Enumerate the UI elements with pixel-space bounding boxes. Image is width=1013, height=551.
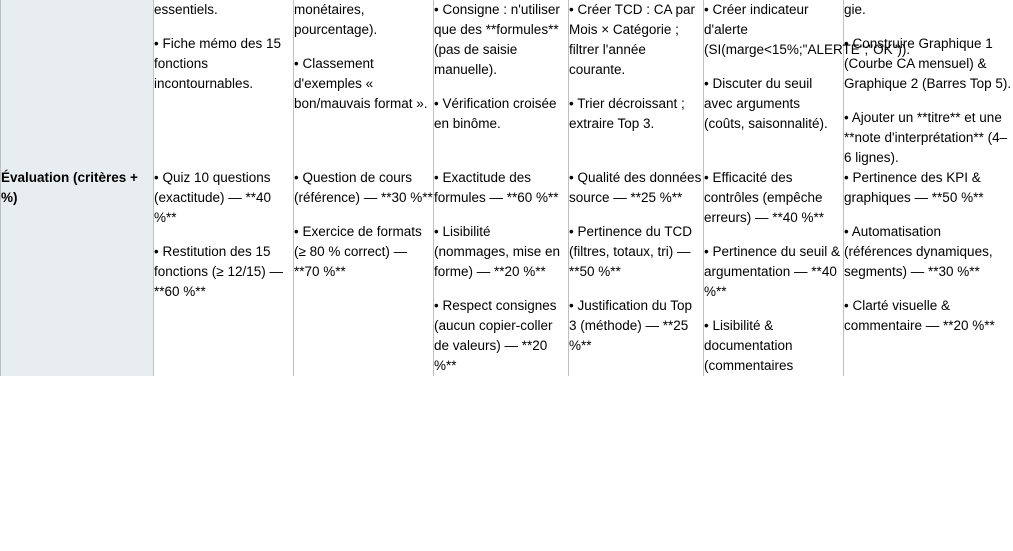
table-cell — [844, 168, 1013, 376]
cell-bullet: • Pertinence du seuil & argumentation — **40 %** — [704, 244, 841, 299]
table-cell — [434, 0, 569, 168]
cell-bullet: • Créer TCD : CA par Mois × Catégorie ; filtrer l'année courante. — [569, 2, 696, 77]
table-row — [1, 168, 1013, 376]
cell-bullet: • Discuter du seuil avec arguments (coûts, saisonnalité). — [704, 76, 828, 131]
cell-bullet: • Restitution des 15 fonctions (≥ 12/15) — **60 %** — [154, 244, 283, 299]
row-label-cell — [1, 168, 154, 376]
cell-bullet: • Fiche mémo des 15 fonctions incontournables. — [154, 36, 282, 91]
cell-bullet: • Efficacité des contrôles (empêche erreurs) — **40 %** — [704, 170, 825, 225]
table-row — [1, 0, 1013, 168]
cell-bullet: • Trier décroissant ; extraire Top 3. — [569, 96, 685, 131]
cell-bullet: • Respect consignes (aucun copier-coller de valeurs) — **20 %** — [434, 298, 557, 373]
table-cell — [434, 168, 569, 376]
table-cell — [569, 168, 704, 376]
cell-bullet: • Lisibilité & documentation (commentaires — [704, 318, 794, 373]
cell-bullet: • Qualité des données source — **25 %** — [569, 170, 702, 205]
cell-bullet: • Classement d'exemples « bon/mauvais format ». — [294, 56, 428, 111]
row-label-cell — [1, 0, 154, 168]
cell-bullet: • Quiz 10 questions (exactitude) — **40 %** — [154, 170, 272, 225]
cell-bullet: • Clarté visuelle & commentaire — **20 %** — [844, 298, 995, 333]
cell-bullet: • Consigne : n'utiliser que des **formules** (pas de saisie manuelle). — [434, 2, 560, 77]
table-cell — [569, 0, 704, 168]
cell-bullet: • Construire Graphique 1 (Courbe CA mensuel) & Graphique 2 (Barres Top 5). — [844, 36, 1012, 91]
cell-bullet: • Vérification croisée en binôme. — [434, 96, 557, 131]
cell-bullet: • Pertinence des KPI & graphiques — **50 %** — [844, 170, 984, 205]
table-cell — [154, 168, 294, 376]
cell-bullet: • Créer indicateur d'alerte (SI(marge<15%;"ALERTE";"OK")). — [704, 2, 911, 57]
cell-bullet: • Lisibilité (nommages, mise en forme) — **20 %** — [434, 224, 561, 279]
cell-bullet: monétaires, pourcentage). — [294, 2, 378, 37]
table-cell — [844, 0, 1013, 168]
cell-bullet: • Exercice de formats (≥ 80 % correct) — **70 %** — [294, 224, 422, 279]
cell-bullet: • Pertinence du TCD (filtres, totaux, tri) — **50 %** — [569, 224, 693, 279]
table-cell — [294, 168, 434, 376]
cell-bullet: gie. — [844, 2, 866, 17]
cell-bullet: • Question de cours (référence) — **30 %** — [294, 170, 433, 205]
cell-bullet: essentiels. — [154, 2, 218, 17]
row-label: Évaluation (critères + %) — [1, 170, 138, 205]
cell-bullet: • Justification du Top 3 (méthode) — **25 %** — [569, 298, 693, 353]
table-cell — [154, 0, 294, 168]
cell-bullet: • Ajouter un **titre** et une **note d'interprétation** (4–6 lignes). — [844, 110, 1008, 165]
table-cell — [704, 168, 844, 376]
cell-bullet: • Exactitude des formules — **60 %** — [434, 170, 559, 205]
table-cell — [294, 0, 434, 168]
cell-bullet: • Automatisation (références dynamiques, segments) — **30 %** — [844, 224, 993, 279]
